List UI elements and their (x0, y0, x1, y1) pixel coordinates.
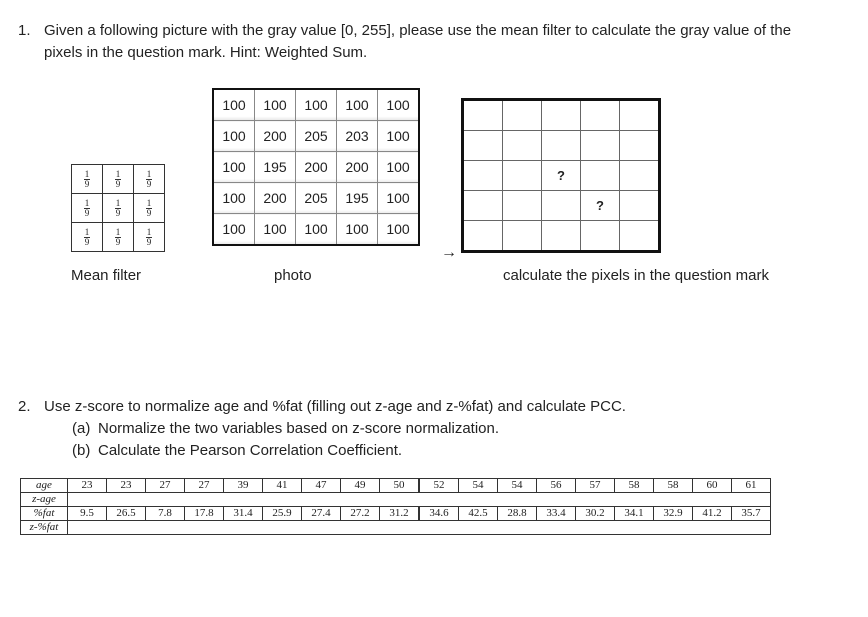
mean-filter-cell (72, 223, 103, 252)
table-cell (576, 521, 615, 535)
table-cell: 26.5 (107, 507, 146, 521)
photo-pixel: 100 (378, 152, 420, 183)
row-label: z-%fat (21, 521, 68, 535)
table-cell (615, 521, 654, 535)
photo-pixel: 100 (213, 152, 255, 183)
mean-filter-grid (71, 164, 165, 252)
q1-text-line2: pixels in the question mark. Hint: Weighted Sum. (44, 44, 368, 61)
fraction-numerator: 1 (115, 168, 121, 179)
fraction (146, 199, 153, 218)
table-cell: 7.8 (146, 507, 185, 521)
table-cell (185, 521, 224, 535)
photo-row (213, 89, 419, 121)
result-pixel (581, 161, 620, 191)
table-cell: 31.4 (224, 507, 263, 521)
photo-pixel: 100 (213, 121, 255, 152)
result-row (463, 161, 660, 191)
photo-pixel: 100 (255, 214, 296, 246)
fraction-numerator: 1 (146, 226, 152, 237)
table-cell: 34.6 (419, 507, 459, 521)
table-cell (380, 493, 420, 507)
table-cell (419, 493, 459, 507)
fraction (146, 170, 153, 189)
photo-grid (212, 88, 420, 246)
table-cell (68, 521, 107, 535)
photo-pixel: 200 (337, 152, 378, 183)
photo-pixel: 100 (378, 183, 420, 214)
fraction-denominator: 9 (146, 207, 152, 218)
result-pixel (620, 161, 660, 191)
table-cell (537, 493, 576, 507)
table-cell: 27.4 (302, 507, 341, 521)
table-cell: 23 (107, 479, 146, 493)
mean-filter-cell (134, 194, 165, 223)
fraction-numerator: 1 (146, 197, 152, 208)
arrow-icon: → (441, 244, 457, 261)
result-pixel (463, 100, 503, 131)
table-cell (107, 493, 146, 507)
mean-filter-cell (103, 194, 134, 223)
table-cell: 47 (302, 479, 341, 493)
table-cell: 32.9 (654, 507, 693, 521)
table-cell: 56 (537, 479, 576, 493)
table-cell: 52 (419, 479, 459, 493)
photo-pixel: 100 (296, 214, 337, 246)
table-cell: 39 (224, 479, 263, 493)
q2-text-line1: Use z-score to normalize age and %fat (filling out z-age and z-%fat) and calculate PCC. (44, 398, 626, 415)
result-row (463, 221, 660, 252)
mean-filter-cell (134, 223, 165, 252)
photo-pixel: 200 (255, 183, 296, 214)
table-cell (68, 493, 107, 507)
table-cell: 42.5 (459, 507, 498, 521)
result-pixel (581, 131, 620, 161)
result-pixel (542, 100, 581, 131)
fraction-numerator: 1 (84, 197, 90, 208)
table-cell: 9.5 (68, 507, 107, 521)
fraction (115, 199, 122, 218)
table-cell (693, 521, 732, 535)
photo-pixel: 200 (255, 121, 296, 152)
row-label: %fat (21, 507, 68, 521)
result-pixel (503, 161, 542, 191)
table-cell (341, 493, 380, 507)
table-cell (185, 493, 224, 507)
photo-pixel: 195 (255, 152, 296, 183)
photo-pixel: 203 (337, 121, 378, 152)
photo-pixel: 100 (378, 121, 420, 152)
age-fat-table (20, 478, 771, 535)
result-pixel (503, 100, 542, 131)
table-cell (615, 493, 654, 507)
table-cell: 58 (654, 479, 693, 493)
table-cell: 30.2 (576, 507, 615, 521)
result-row (463, 131, 660, 161)
table-cell: 41.2 (693, 507, 732, 521)
result-pixel (620, 221, 660, 252)
table-cell: 54 (459, 479, 498, 493)
table-row (21, 479, 771, 493)
table-cell (224, 493, 263, 507)
result-pixel (463, 131, 503, 161)
mean-filter-cell (72, 194, 103, 223)
fraction (84, 199, 91, 218)
result-pixel (463, 221, 503, 252)
table-cell (146, 521, 185, 535)
fraction (115, 170, 122, 189)
table-row (21, 521, 771, 535)
table-cell: 58 (615, 479, 654, 493)
table-cell: 28.8 (498, 507, 537, 521)
table-cell: 34.1 (615, 507, 654, 521)
table-cell (498, 493, 537, 507)
photo-row (213, 214, 419, 246)
table-cell: 27 (185, 479, 224, 493)
photo-pixel: 205 (296, 183, 337, 214)
photo-pixel: 100 (378, 214, 420, 246)
table-cell (459, 493, 498, 507)
table-cell: 25.9 (263, 507, 302, 521)
q1-text-line1: Given a following picture with the gray value [0, 255], please use the mean filter to calculate the gray value of the (44, 22, 792, 39)
fraction (146, 228, 153, 247)
result-row (463, 191, 660, 221)
table-cell: 60 (693, 479, 732, 493)
mean-filter-row (72, 223, 165, 252)
result-pixel (463, 191, 503, 221)
photo-pixel: 100 (378, 89, 420, 121)
fraction (84, 228, 91, 247)
table-cell: 27 (146, 479, 185, 493)
result-label: calculate the pixels in the question mark (503, 267, 769, 284)
fraction-numerator: 1 (146, 168, 152, 179)
photo-pixel: 100 (255, 89, 296, 121)
fraction-numerator: 1 (84, 168, 90, 179)
table-cell (419, 521, 459, 535)
result-pixel (620, 191, 660, 221)
result-pixel (542, 191, 581, 221)
result-pixel (620, 100, 660, 131)
photo-pixel: 205 (296, 121, 337, 152)
photo-pixel: 100 (213, 183, 255, 214)
fraction-denominator: 9 (115, 207, 121, 218)
table-cell (654, 521, 693, 535)
result-pixel (503, 191, 542, 221)
table-cell (576, 493, 615, 507)
table-cell: 61 (732, 479, 771, 493)
table-cell: 31.2 (380, 507, 420, 521)
result-pixel: ? (581, 191, 620, 221)
result-pixel (581, 221, 620, 252)
table-cell (732, 521, 771, 535)
mean-filter-label: Mean filter (71, 267, 142, 284)
mean-filter-cell (103, 165, 134, 194)
result-pixel (620, 131, 660, 161)
table-cell: 41 (263, 479, 302, 493)
fraction-numerator: 1 (84, 226, 90, 237)
fraction-denominator: 9 (84, 178, 90, 189)
result-pixel (581, 100, 620, 131)
table-cell: 27.2 (341, 507, 380, 521)
photo-pixel: 100 (337, 89, 378, 121)
result-pixel (463, 161, 503, 191)
photo-row (213, 121, 419, 152)
table-cell: 23 (68, 479, 107, 493)
photo-pixel: 200 (296, 152, 337, 183)
result-pixel (503, 221, 542, 252)
q2-number: 2. (18, 398, 31, 415)
table-cell (263, 493, 302, 507)
table-cell (302, 521, 341, 535)
photo-pixel: 195 (337, 183, 378, 214)
table-cell (341, 521, 380, 535)
table-cell (459, 521, 498, 535)
row-label: z-age (21, 493, 68, 507)
photo-row (213, 152, 419, 183)
table-cell (302, 493, 341, 507)
row-label: age (21, 479, 68, 493)
table-cell (263, 521, 302, 535)
result-pixel (542, 221, 581, 252)
photo-label: photo (274, 267, 312, 284)
fraction-denominator: 9 (146, 236, 152, 247)
mean-filter-cell (103, 223, 134, 252)
table-cell (380, 521, 420, 535)
table-row (21, 493, 771, 507)
q2-part-b-text: Calculate the Pearson Correlation Coefficient. (98, 442, 403, 459)
q2-part-b-marker: (b) (72, 442, 91, 459)
table-cell (107, 521, 146, 535)
mean-filter-row (72, 194, 165, 223)
table-cell: 50 (380, 479, 420, 493)
table-cell (654, 493, 693, 507)
result-pixel (542, 131, 581, 161)
photo-row (213, 183, 419, 214)
fraction-denominator: 9 (84, 207, 90, 218)
fraction-denominator: 9 (84, 236, 90, 247)
q2-part-a-text: Normalize the two variables based on z-score normalization. (98, 420, 500, 437)
q2-part-a-marker: (a) (72, 420, 91, 437)
table-cell (146, 493, 185, 507)
table-cell (537, 521, 576, 535)
fraction-denominator: 9 (146, 178, 152, 189)
table-cell: 35.7 (732, 507, 771, 521)
table-cell (732, 493, 771, 507)
mean-filter-cell (134, 165, 165, 194)
mean-filter-cell (72, 165, 103, 194)
fraction (115, 228, 122, 247)
fraction-denominator: 9 (115, 178, 121, 189)
photo-pixel: 100 (296, 89, 337, 121)
table-cell: 49 (341, 479, 380, 493)
fraction-numerator: 1 (115, 197, 121, 208)
fraction-numerator: 1 (115, 226, 121, 237)
table-cell (693, 493, 732, 507)
photo-pixel: 100 (213, 214, 255, 246)
table-cell: 17.8 (185, 507, 224, 521)
result-grid (461, 98, 661, 253)
table-cell: 57 (576, 479, 615, 493)
table-cell (224, 521, 263, 535)
photo-pixel: 100 (213, 89, 255, 121)
table-cell: 33.4 (537, 507, 576, 521)
table-row (21, 507, 771, 521)
table-cell: 54 (498, 479, 537, 493)
table-cell (498, 521, 537, 535)
mean-filter-row (72, 165, 165, 194)
photo-pixel: 100 (337, 214, 378, 246)
result-row (463, 100, 660, 131)
result-pixel: ? (542, 161, 581, 191)
fraction-denominator: 9 (115, 236, 121, 247)
result-pixel (503, 131, 542, 161)
fraction (84, 170, 91, 189)
q1-number: 1. (18, 22, 31, 39)
